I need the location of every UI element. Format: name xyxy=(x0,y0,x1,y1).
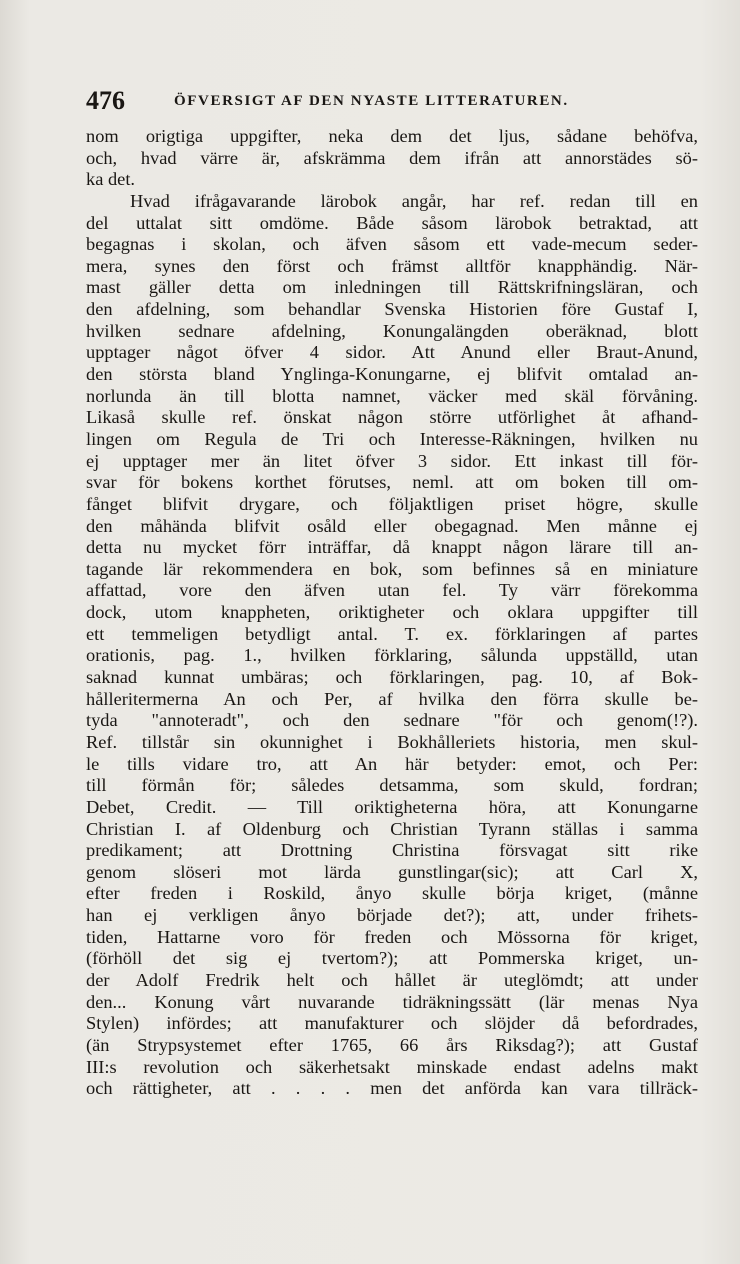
text-line: genom slöseri mot lärda gunstlingar(sic); att Carl X, xyxy=(86,861,698,882)
text-line: tyda "annoteradt", och den sednare "för och genom(!?). xyxy=(86,710,698,731)
running-head: ÖFVERSIGT AF DEN NYASTE LITTERATUREN. xyxy=(174,93,569,109)
text-line: ett temmeligen betydligt antal. T. ex. förklaringen af partes xyxy=(86,623,698,644)
text-line: lingen om Regula de Tri och Interesse-Räkningen, hvilken nu xyxy=(86,428,698,449)
text-line: Christian I. af Oldenburg och Christian Tyrann ställas i samma xyxy=(86,818,698,839)
text-line: hålleritermerna An och Per, af hvilka den förra skulle be- xyxy=(86,688,698,709)
text-line: och rättigheter, att . . . . men det anförda kan vara tillräck- xyxy=(86,1078,698,1099)
text-line: Ref. tillstår sin okunnighet i Bokhålleriets historia, men skul- xyxy=(86,731,698,752)
text-line: den största bland Ynglinga-Konungarne, ej blifvit omtalad an- xyxy=(86,364,698,385)
page-header xyxy=(86,86,698,116)
text-line: den afdelning, som behandlar Svenska Historien före Gustaf I, xyxy=(86,299,698,320)
text-line: Hvad ifrågavarande lärobok angår, har ref. redan till en xyxy=(130,190,698,211)
text-line: mera, synes den först och främst alltför knapphändig. När- xyxy=(86,255,698,276)
text-line: han ej verkligen ånyo började det?); att, under frihets- xyxy=(86,905,698,926)
text-line: upptager något öfver 4 sidor. Att Anund eller Braut-Anund, xyxy=(86,342,698,363)
text-line: tagande lär rekommendera en bok, som befinnes så en miniature xyxy=(86,558,698,579)
text-line: nom origtiga uppgifter, neka dem det ljus, sådane behöfva, xyxy=(86,126,698,146)
text-line: III:s revolution och säkerhetsakt minskade endast adelns makt xyxy=(86,1056,698,1077)
text-line: fånget blifvit drygare, och följaktligen priset högre, skulle xyxy=(86,493,698,514)
text-line: efter freden i Roskild, ånyo skulle börja kriget, (månne xyxy=(86,883,698,904)
text-line: dock, utom knappheten, oriktigheter och oklara uppgifter till xyxy=(86,602,698,623)
text-line: tiden, Hattarne voro för freden och Mössorna för kriget, xyxy=(86,926,698,947)
text-line: och, hvad värre är, afskrämma dem ifrån att annorstädes sö- xyxy=(86,147,698,168)
text-line: saknad kunnat umbäras; och förklaringen, pag. 10, af Bok- xyxy=(86,667,698,688)
text-line: der Adolf Fredrik helt och hållet är uteglömdt; att under xyxy=(86,969,698,990)
text-line: (än Strypsystemet efter 1765, 66 års Riksdag?); att Gustaf xyxy=(86,1034,698,1055)
text-line: till förmån för; således detsamma, som skuld, fordran; xyxy=(86,775,698,796)
page-number: 476 xyxy=(86,86,125,115)
text-line: predikament; att Drottning Christina försvagat sitt rike xyxy=(86,840,698,861)
text-line: detta nu mycket förr inträffar, då knappt någon lärare till an- xyxy=(86,537,698,558)
text-line: orationis, pag. 1., hvilken förklaring, sålunda uppställd, utan xyxy=(86,645,698,666)
text-line: begagnas i skolan, och äfven såsom ett vade-mecum seder- xyxy=(86,234,698,255)
text-line: (förhöll det sig ej tvertom?); att Pommerska kriget, un- xyxy=(86,948,698,969)
body-text xyxy=(86,126,698,1100)
text-line: den måhända blifvit osåld eller obegagnad. Men månne ej xyxy=(86,515,698,536)
text-line: mast gäller detta om inledningen till Rättskrifningsläran, och xyxy=(86,277,698,298)
text-line: Stylen) infördes; att manufakturer och slöjder då befordrades, xyxy=(86,1013,698,1034)
text-line: ej upptager mer än litet öfver 3 sidor. Ett inkast till för- xyxy=(86,450,698,471)
text-line: ka det. xyxy=(86,169,136,190)
text-line: hvilken sednare afdelning, Konungalängden oberäknad, blott xyxy=(86,320,698,341)
text-line: Debet, Credit. — Till oriktigheterna höra, att Konungarne xyxy=(86,796,698,817)
text-line: Likaså skulle ref. önskat någon större utförlighet åt afhand- xyxy=(86,407,698,428)
text-line: norlunda än till blotta namnet, väcker med skäl förvåning. xyxy=(86,385,698,406)
text-line: le tills vidare tro, att An här betyder: emot, och Per: xyxy=(86,753,698,774)
text-line: den... Konung vårt nuvarande tidräkningssätt (lär menas Nya xyxy=(86,991,698,1012)
text-line: affattad, vore den äfven utan fel. Ty värr förekomma xyxy=(86,580,698,601)
text-line: svar för bokens korthet förutses, neml. att om boken till om- xyxy=(86,472,698,493)
text-line: del uttalat sitt omdöme. Både såsom lärobok betraktad, att xyxy=(86,212,698,233)
